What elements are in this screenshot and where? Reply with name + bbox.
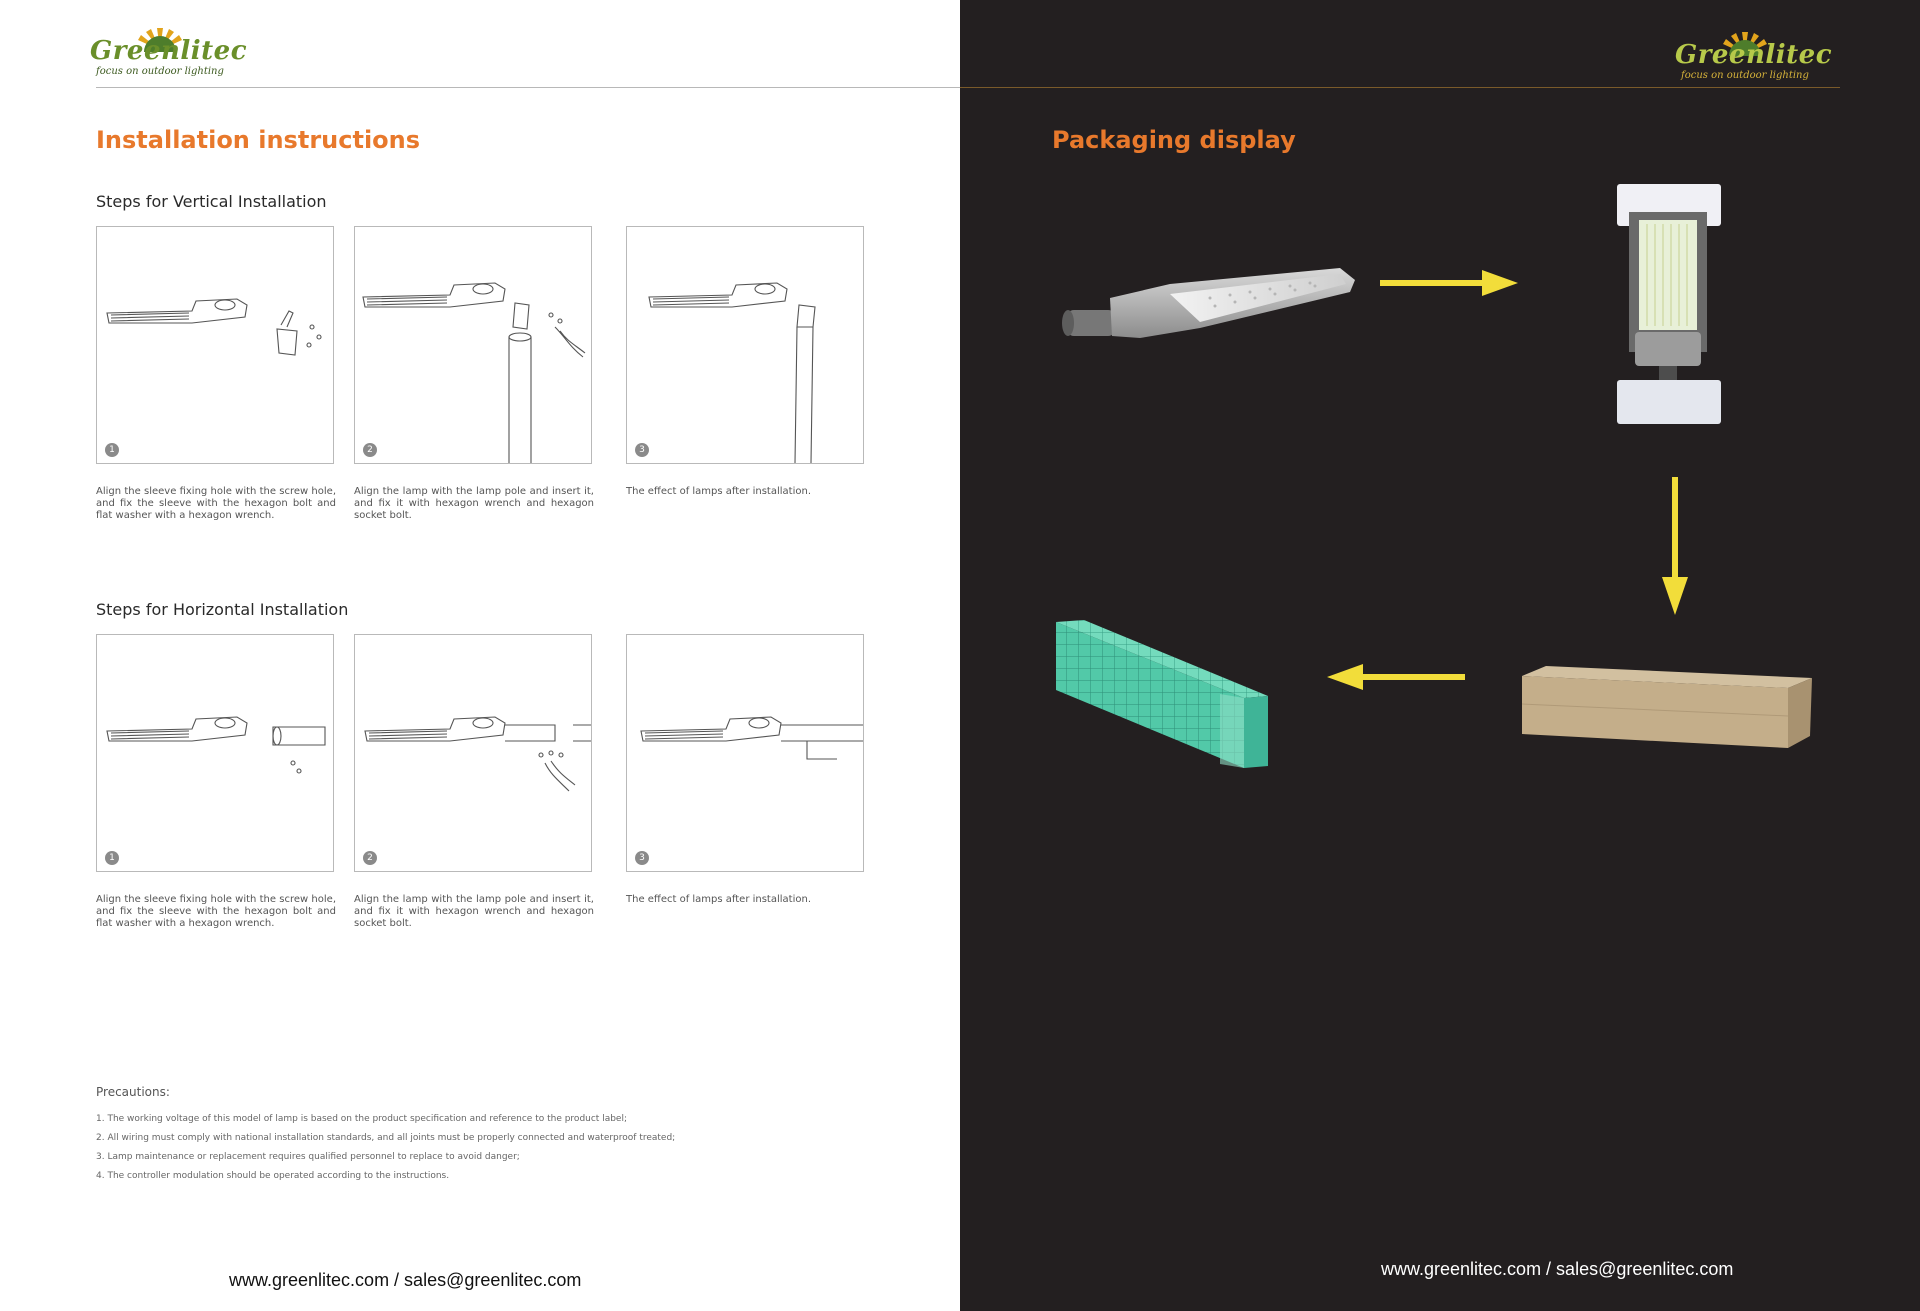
packaging-page [960,0,1920,1311]
vertical-heading: Steps for Vertical Installation [96,192,327,211]
vertical-step-3-caption: The effect of lamps after installation. [626,486,811,497]
step-number-badge: 3 [635,443,649,457]
vertical-step-2-caption: Align the lamp with the lamp pole and insert it, and fix it with hexagon wrench and hexagon socket bolt. [354,486,594,521]
header-rule [96,87,960,88]
horizontal-step-1-drawing [97,635,335,873]
vertical-step-3-drawing [627,227,865,465]
horizontal-step-3-caption: The effect of lamps after installation. [626,894,811,905]
carton-box-image [1516,664,1816,754]
lamp-in-foam-image [1615,184,1725,424]
left-footer-contact[interactable]: www.greenlitec.com / sales@greenlitec.com [229,1270,582,1290]
brand-tagline: focus on outdoor lighting [1681,70,1809,81]
horizontal-step-1-figure [96,634,334,872]
arrow-down-icon [1660,477,1690,617]
right-footer-contact[interactable]: www.greenlitec.com / sales@greenlitec.com [1381,1259,1734,1279]
horizontal-step-3-figure [626,634,864,872]
horizontal-step-1-caption: Align the sleeve fixing hole with the screw hole, and fix the sleeve with the hexagon bolt and flat washer with a hexagon wrench. [96,894,336,929]
header-rule [960,87,1840,88]
brand-logo [90,26,250,80]
brand-wordmark: Greenlitec [1675,40,1833,70]
horizontal-step-2-caption: Align the lamp with the lamp pole and insert it, and fix it with hexagon wrench and hexagon socket bolt. [354,894,594,929]
precaution-item: 2. All wiring must comply with national installation standards, and all joints must be properly connected and waterproof treated; [96,1133,676,1143]
brand-wordmark: Greenlitec [90,36,248,66]
street-lamp-image [1060,258,1360,368]
step-number-badge: 1 [105,851,119,865]
vertical-step-1-drawing [97,227,335,465]
palletized-boxes-image [1054,620,1316,770]
arrow-left-icon [1325,662,1465,692]
precaution-item: 1. The working voltage of this model of lamp is based on the product specification and reference to the product label; [96,1114,627,1124]
precaution-item: 3. Lamp maintenance or replacement requires qualified personnel to replace to avoid danger; [96,1152,520,1162]
brand-tagline: focus on outdoor lighting [96,66,224,77]
step-number-badge: 1 [105,443,119,457]
vertical-step-3-figure [626,226,864,464]
precautions-title: Precautions: [96,1085,170,1099]
arrow-right-icon [1380,268,1520,298]
vertical-step-2-figure [354,226,592,464]
vertical-step-1-caption: Align the sleeve fixing hole with the screw hole, and fix the sleeve with the hexagon bolt and flat washer with a hexagon wrench. [96,486,336,521]
horizontal-step-3-drawing [627,635,865,873]
vertical-step-1-figure [96,226,334,464]
step-number-badge: 3 [635,851,649,865]
horizontal-step-2-figure [354,634,592,872]
horizontal-step-2-drawing [355,635,593,873]
horizontal-heading: Steps for Horizontal Installation [96,600,349,619]
step-number-badge: 2 [363,443,377,457]
installation-title: Installation instructions [96,126,421,154]
brand-logo [1675,30,1835,84]
packaging-title: Packaging display [1052,126,1296,154]
precaution-item: 4. The controller modulation should be operated according to the instructions. [96,1171,450,1181]
vertical-step-2-drawing [355,227,593,465]
precautions-list [96,1110,675,1186]
step-number-badge: 2 [363,851,377,865]
